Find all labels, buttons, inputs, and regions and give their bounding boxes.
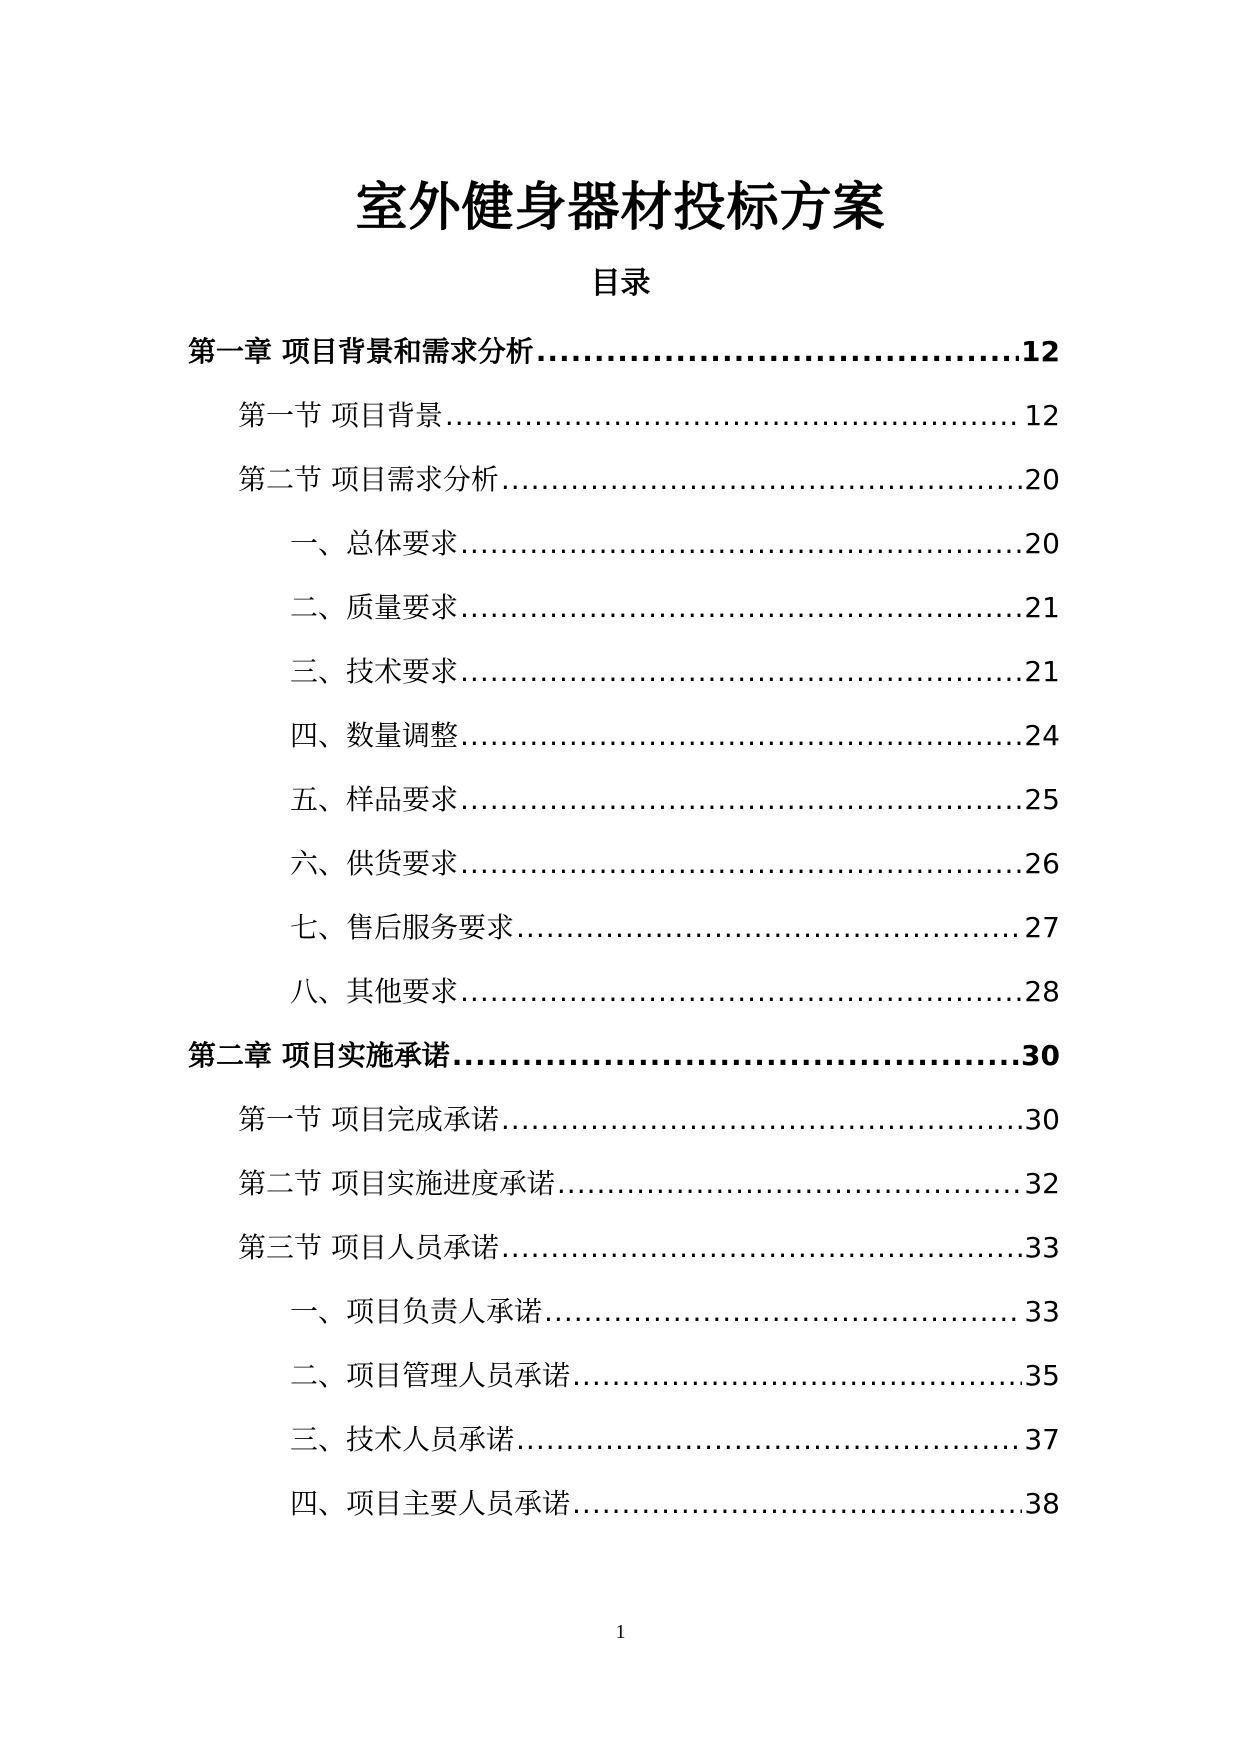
toc-entry[interactable]: [238, 1226, 1060, 1270]
toc-dot-leader: [501, 1226, 1022, 1270]
toc-entry-page: 12: [1024, 399, 1060, 432]
toc-dot-leader: [460, 650, 1022, 694]
toc-entry-label: 四、项目主要人员承诺: [290, 1487, 571, 1520]
toc-dot-leader: [460, 522, 1022, 566]
toc-dot-leader: [544, 1290, 1022, 1334]
toc-entry[interactable]: [290, 1482, 1060, 1526]
toc-entry[interactable]: [238, 1098, 1060, 1142]
toc-entry[interactable]: [290, 586, 1060, 630]
toc-entry-page: 38: [1024, 1487, 1060, 1520]
toc-dot-leader: [460, 778, 1022, 822]
toc-entry-page: 35: [1024, 1359, 1060, 1392]
toc-entry-label: 第二节 项目实施进度承诺: [238, 1167, 555, 1200]
toc-entry-label: 第一节 项目完成承诺: [238, 1103, 499, 1136]
toc-entry-label: 第二章 项目实施承诺: [188, 1039, 450, 1072]
toc-dot-leader: [501, 1098, 1022, 1142]
toc-entry-page: 37: [1024, 1423, 1060, 1456]
toc-entry[interactable]: [290, 970, 1060, 1014]
document-title: 室外健身器材投标方案: [355, 178, 886, 238]
toc-entry[interactable]: [290, 1354, 1060, 1398]
toc-dot-leader: [460, 970, 1022, 1014]
toc-entry-label: 三、技术要求: [290, 655, 459, 688]
toc-entry-page: 30: [1024, 1103, 1060, 1136]
toc-entry[interactable]: [238, 394, 1060, 438]
toc-entry[interactable]: [290, 714, 1060, 758]
toc-entry[interactable]: [290, 778, 1060, 822]
toc-entry-page: 27: [1024, 911, 1060, 944]
toc-entry-label: 第一章 项目背景和需求分析: [188, 335, 534, 368]
toc-entry-page: 20: [1024, 527, 1060, 560]
toc-dot-leader: [460, 842, 1022, 886]
toc-entry-page: 28: [1024, 975, 1060, 1008]
toc-entry[interactable]: [238, 458, 1060, 502]
toc-entry-label: 一、总体要求: [290, 527, 459, 560]
toc-entry-label: 六、供货要求: [290, 847, 459, 880]
toc-entry-label: 五、样品要求: [290, 783, 459, 816]
toc-dot-leader: [516, 906, 1022, 950]
toc-entry-page: 24: [1024, 719, 1060, 752]
toc-entry-label: 七、售后服务要求: [290, 911, 515, 944]
toc-dot-leader: [460, 714, 1022, 758]
toc-entry[interactable]: [290, 650, 1060, 694]
toc-dot-leader: [516, 1418, 1022, 1462]
toc-entry-page: 21: [1024, 655, 1060, 688]
toc-entry-page: 33: [1024, 1295, 1060, 1328]
toc-entry[interactable]: [290, 906, 1060, 950]
toc-entry-label: 三、技术人员承诺: [290, 1423, 515, 1456]
toc-dot-leader: [452, 1034, 1019, 1078]
toc-entry-label: 二、质量要求: [290, 591, 459, 624]
toc-entry-label: 第三节 项目人员承诺: [238, 1231, 499, 1264]
toc-entry-page: 32: [1024, 1167, 1060, 1200]
toc-entry-page: 26: [1024, 847, 1060, 880]
toc-dot-leader: [445, 394, 1022, 438]
toc-entry-label: 第二节 项目需求分析: [238, 463, 499, 496]
toc-entry-page: 20: [1024, 463, 1060, 496]
toc-entry[interactable]: [188, 330, 1060, 374]
page-number: 1: [615, 1621, 626, 1643]
toc-heading: 目录: [590, 266, 651, 301]
toc-entry-page: 21: [1024, 591, 1060, 624]
toc-entry-label: 一、项目负责人承诺: [290, 1295, 543, 1328]
toc-entry[interactable]: [290, 1418, 1060, 1462]
toc-entry-label: 第一节 项目背景: [238, 399, 443, 432]
toc-entry[interactable]: [290, 1290, 1060, 1334]
toc-entry[interactable]: [290, 522, 1060, 566]
toc-entry-label: 八、其他要求: [290, 975, 459, 1008]
toc-entry-label: 二、项目管理人员承诺: [290, 1359, 571, 1392]
toc-entry-page: 12: [1021, 335, 1060, 368]
toc-entry[interactable]: [238, 1162, 1060, 1206]
toc-dot-leader: [572, 1482, 1022, 1526]
toc-dot-leader: [501, 458, 1022, 502]
toc-entry-page: 25: [1024, 783, 1060, 816]
toc-dot-leader: [460, 586, 1022, 630]
toc-entry-page: 33: [1024, 1231, 1060, 1264]
toc-entry-page: 30: [1021, 1039, 1060, 1072]
toc-entry[interactable]: [290, 842, 1060, 886]
toc-entry[interactable]: [188, 1034, 1060, 1078]
toc-dot-leader: [572, 1354, 1022, 1398]
toc-dot-leader: [557, 1162, 1022, 1206]
toc-dot-leader: [536, 330, 1019, 374]
toc-entry-label: 四、数量调整: [290, 719, 459, 752]
